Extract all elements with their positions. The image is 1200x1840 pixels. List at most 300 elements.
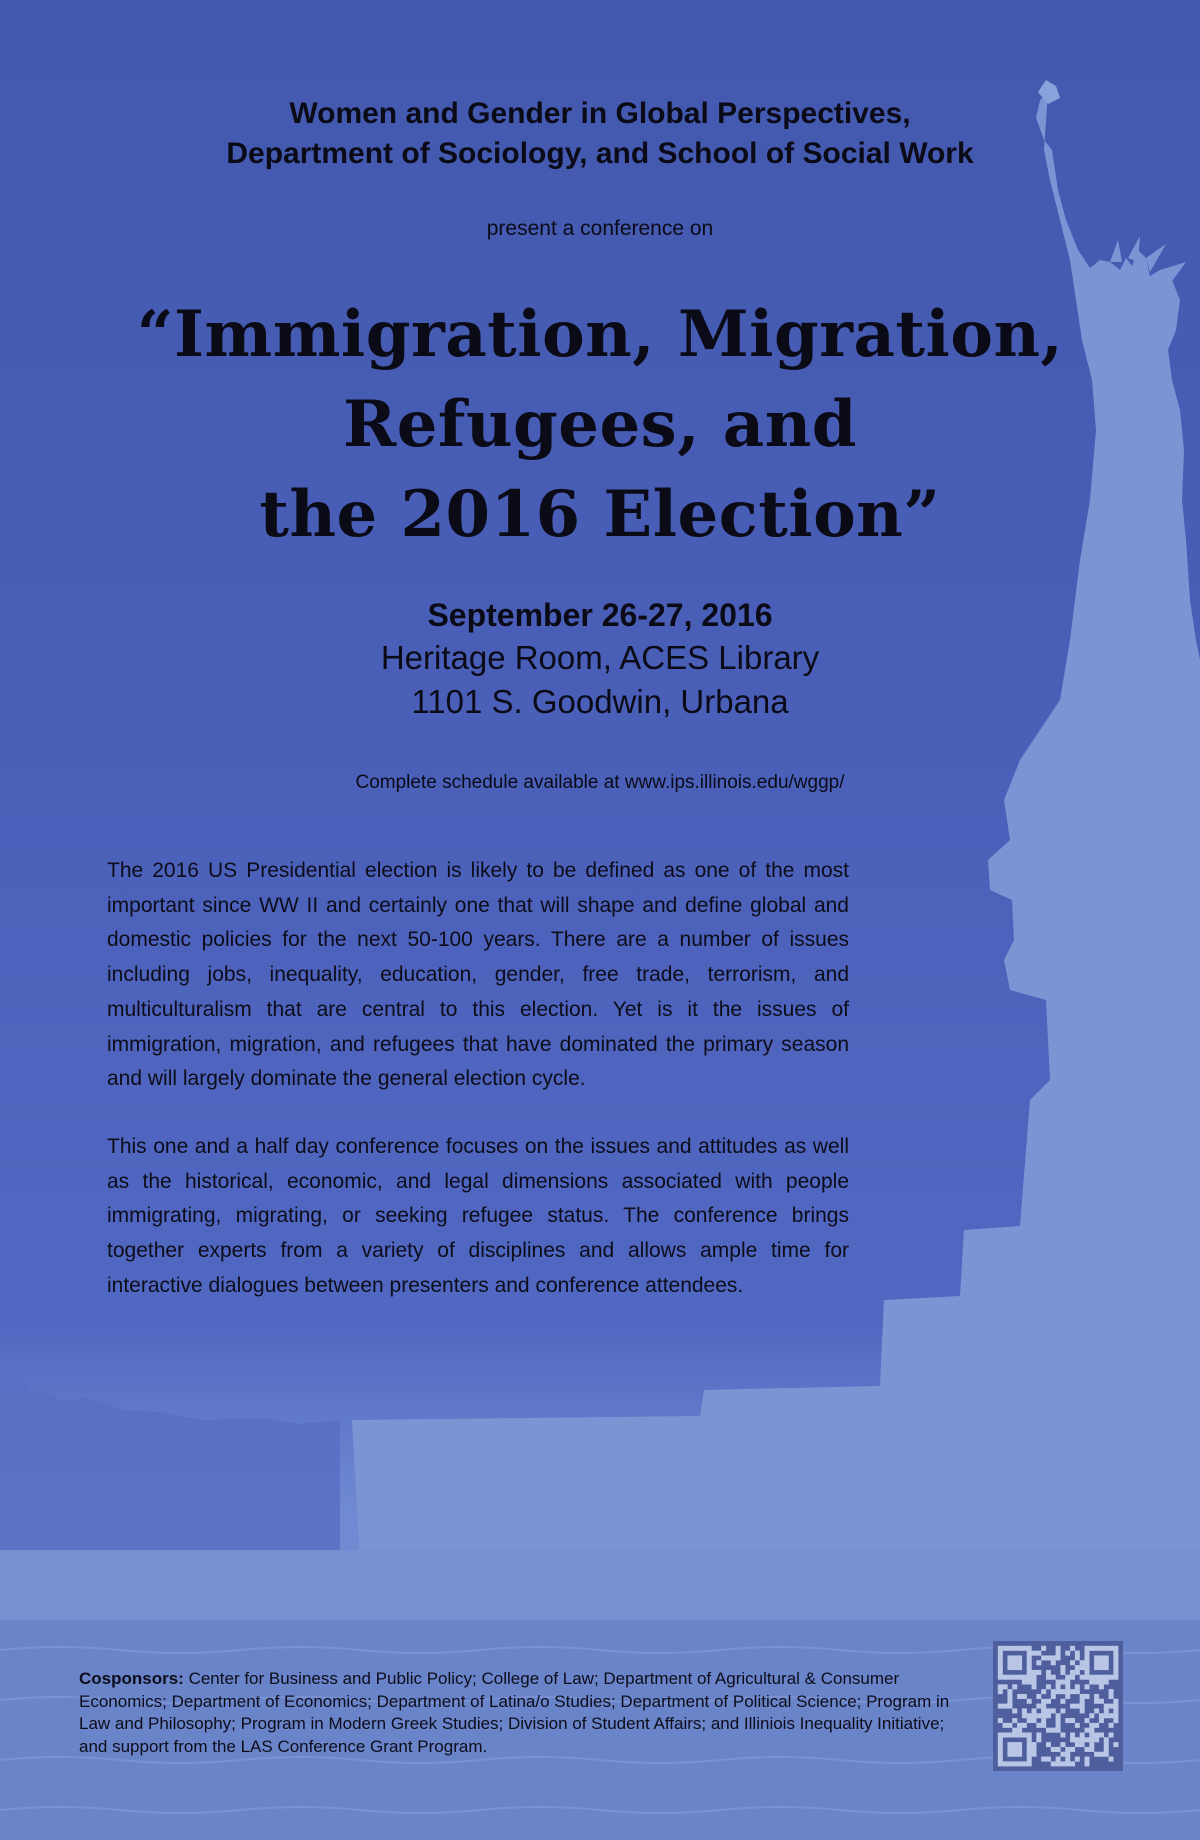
qr-module [1080, 1665, 1085, 1670]
qr-module [1007, 1665, 1012, 1670]
qr-module [998, 1718, 1003, 1723]
qr-code-icon[interactable] [993, 1641, 1123, 1771]
qr-module [1022, 1761, 1027, 1766]
qr-module [998, 1737, 1003, 1742]
qr-module [1070, 1718, 1075, 1723]
qr-module [1056, 1723, 1061, 1728]
venue-line-2: 1101 S. Goodwin, Urbana [411, 683, 789, 720]
qr-module [1017, 1665, 1022, 1670]
qr-module [1113, 1718, 1118, 1723]
qr-module [1113, 1660, 1118, 1665]
qr-module [1027, 1757, 1032, 1762]
qr-module [1027, 1655, 1032, 1660]
qr-module [1056, 1680, 1061, 1685]
qr-module [998, 1747, 1003, 1752]
qr-module [1007, 1699, 1012, 1704]
qr-module [1089, 1732, 1094, 1737]
qr-module [1017, 1761, 1022, 1766]
qr-module [1046, 1684, 1051, 1689]
qr-module [1051, 1675, 1056, 1680]
qr-module [1027, 1646, 1032, 1651]
qr-module [1109, 1732, 1114, 1737]
qr-module [998, 1689, 1003, 1694]
qr-module [1036, 1694, 1041, 1699]
qr-module [1084, 1747, 1089, 1752]
qr-module [1075, 1723, 1080, 1728]
conference-title [0, 290, 1200, 560]
qr-module [1051, 1655, 1056, 1660]
qr-module [998, 1670, 1003, 1675]
qr-module [1089, 1675, 1094, 1680]
qr-module [1022, 1675, 1027, 1680]
qr-module [1022, 1694, 1027, 1699]
qr-module [1017, 1728, 1022, 1733]
qr-module [998, 1742, 1003, 1747]
qr-module [1003, 1761, 1008, 1766]
qr-module [1113, 1704, 1118, 1709]
qr-module [1036, 1670, 1041, 1675]
qr-module [1109, 1713, 1114, 1718]
qr-module [1032, 1651, 1037, 1656]
cosponsors-label: Cosponsors: [79, 1669, 184, 1688]
qr-module [1003, 1646, 1008, 1651]
qr-module [1065, 1752, 1070, 1757]
qr-module [1012, 1728, 1017, 1733]
qr-module [1084, 1660, 1089, 1665]
qr-module [1036, 1651, 1041, 1656]
qr-module [1099, 1732, 1104, 1737]
qr-module [1109, 1646, 1114, 1651]
qr-module [1080, 1704, 1085, 1709]
qr-module [1070, 1732, 1075, 1737]
qr-module [1104, 1680, 1109, 1685]
qr-module [1027, 1718, 1032, 1723]
qr-module [1032, 1675, 1037, 1680]
qr-module [1109, 1723, 1114, 1728]
qr-module [1065, 1757, 1070, 1762]
qr-module [1051, 1761, 1056, 1766]
qr-module [1036, 1713, 1041, 1718]
qr-module [1017, 1742, 1022, 1747]
qr-module [1046, 1670, 1051, 1675]
qr-module [1032, 1708, 1037, 1713]
presenting-organizations [0, 94, 1200, 174]
qr-module [1027, 1747, 1032, 1752]
qr-module [1104, 1675, 1109, 1680]
qr-module [998, 1646, 1003, 1651]
cosponsors [79, 1668, 969, 1758]
qr-module [1032, 1718, 1037, 1723]
qr-module [1027, 1680, 1032, 1685]
title-line-1: “Immigration, Migration, [136, 297, 1064, 372]
qr-module [1065, 1689, 1070, 1694]
qr-module [1056, 1718, 1061, 1723]
qr-module [1012, 1665, 1017, 1670]
qr-module [1075, 1651, 1080, 1656]
qr-module [1075, 1737, 1080, 1742]
qr-module [1094, 1675, 1099, 1680]
qr-module [1084, 1670, 1089, 1675]
qr-module [1080, 1675, 1085, 1680]
qr-module [1012, 1761, 1017, 1766]
venue-line-1: Heritage Room, ACES Library [380, 639, 820, 676]
qr-module [1017, 1655, 1022, 1660]
qr-module [1022, 1732, 1027, 1737]
qr-module [1056, 1646, 1061, 1651]
qr-module [1007, 1761, 1012, 1766]
qr-module [1012, 1732, 1017, 1737]
qr-module [1060, 1752, 1065, 1757]
qr-module [1046, 1708, 1051, 1713]
qr-module [1113, 1708, 1118, 1713]
qr-module [1060, 1670, 1065, 1675]
qr-module [1113, 1651, 1118, 1656]
qr-module [998, 1704, 1003, 1709]
qr-module [998, 1675, 1003, 1680]
qr-module [1046, 1742, 1051, 1747]
qr-module [998, 1665, 1003, 1670]
qr-module [1027, 1665, 1032, 1670]
qr-module [1007, 1747, 1012, 1752]
conference-dates: September 26-27, 2016 [427, 597, 773, 633]
qr-module [1003, 1723, 1008, 1728]
qr-module [1075, 1655, 1080, 1660]
qr-module [1099, 1680, 1104, 1685]
qr-module [1027, 1660, 1032, 1665]
qr-module [1080, 1699, 1085, 1704]
qr-module [998, 1655, 1003, 1660]
qr-module [1007, 1704, 1012, 1709]
qr-module [1046, 1655, 1051, 1660]
qr-module [1094, 1646, 1099, 1651]
harbor-ground [0, 1550, 1200, 1630]
qr-module [1027, 1732, 1032, 1737]
qr-module [1041, 1718, 1046, 1723]
qr-module [1027, 1737, 1032, 1742]
qr-module [1027, 1675, 1032, 1680]
qr-module [1041, 1708, 1046, 1713]
qr-module [1027, 1752, 1032, 1757]
qr-module [1084, 1728, 1089, 1733]
qr-module [1027, 1713, 1032, 1718]
qr-module [1094, 1660, 1099, 1665]
qr-module [1046, 1713, 1051, 1718]
qr-module [1113, 1675, 1118, 1680]
qr-module [1041, 1723, 1046, 1728]
qr-module [1065, 1747, 1070, 1752]
qr-module [1104, 1665, 1109, 1670]
venue [0, 636, 1200, 724]
qr-module [1099, 1684, 1104, 1689]
qr-module [1027, 1761, 1032, 1766]
qr-module [1012, 1660, 1017, 1665]
qr-module [1051, 1689, 1056, 1694]
qr-module [1012, 1747, 1017, 1752]
qr-module [1027, 1670, 1032, 1675]
qr-module [1051, 1708, 1056, 1713]
qr-module [1094, 1655, 1099, 1660]
qr-module [1070, 1660, 1075, 1665]
qr-module [1007, 1675, 1012, 1680]
qr-module [1041, 1699, 1046, 1704]
qr-module [1056, 1651, 1061, 1656]
qr-module [1012, 1718, 1017, 1723]
qr-module [1007, 1689, 1012, 1694]
qr-module [1089, 1728, 1094, 1733]
qr-module [998, 1684, 1003, 1689]
qr-module [1017, 1723, 1022, 1728]
qr-module [1041, 1689, 1046, 1694]
qr-module [1089, 1646, 1094, 1651]
qr-module [1104, 1737, 1109, 1742]
qr-module [1060, 1665, 1065, 1670]
qr-module [1104, 1752, 1109, 1757]
qr-module [1032, 1752, 1037, 1757]
description-paragraph-1: The 2016 US Presidential election is likely to be defined as one of the most important since WW II and certainly one that will shape and define global and domestic policies for the next 50-100 years. There are a number of issues including jobs, inequality, education, gender, free trade, terrorism, and multiculturalism that are central to this election. Yet is it the issues of immigration, migration, and refugees that have dominated the primary season and will largely dominate the general election cycle. [107, 859, 849, 1091]
qr-module [1113, 1655, 1118, 1660]
qr-module [1036, 1704, 1041, 1709]
qr-module [1060, 1708, 1065, 1713]
qr-module [1089, 1723, 1094, 1728]
qr-module [1051, 1694, 1056, 1699]
qr-module [1094, 1737, 1099, 1742]
qr-module [1075, 1742, 1080, 1747]
qr-module [1007, 1646, 1012, 1651]
qr-module [1084, 1655, 1089, 1660]
qr-module [1089, 1742, 1094, 1747]
qr-module [1113, 1699, 1118, 1704]
qr-module [1065, 1680, 1070, 1685]
qr-module [1036, 1732, 1041, 1737]
qr-module [1075, 1704, 1080, 1709]
qr-module [1036, 1723, 1041, 1728]
qr-module [1099, 1718, 1104, 1723]
qr-module [1060, 1680, 1065, 1685]
qr-module [1089, 1713, 1094, 1718]
qr-module [1084, 1684, 1089, 1689]
qr-module [1007, 1742, 1012, 1747]
qr-module [1065, 1761, 1070, 1766]
qr-module [1060, 1699, 1065, 1704]
qr-module [1089, 1680, 1094, 1685]
qr-module [1056, 1684, 1061, 1689]
qr-module [1084, 1757, 1089, 1762]
qr-module [1003, 1675, 1008, 1680]
qr-module [1094, 1694, 1099, 1699]
qr-module [1094, 1665, 1099, 1670]
qr-module [998, 1660, 1003, 1665]
qr-module [1065, 1651, 1070, 1656]
qr-module [1084, 1651, 1089, 1656]
qr-module [1032, 1680, 1037, 1685]
qr-module [1012, 1655, 1017, 1660]
qr-module [1089, 1747, 1094, 1752]
qr-module [1056, 1689, 1061, 1694]
qr-module [1109, 1694, 1114, 1699]
qr-module [1032, 1742, 1037, 1747]
qr-module [1070, 1670, 1075, 1675]
qr-module [1017, 1660, 1022, 1665]
qr-module [1080, 1742, 1085, 1747]
qr-module [1075, 1689, 1080, 1694]
qr-module [1084, 1737, 1089, 1742]
qr-module [1032, 1713, 1037, 1718]
qr-module [1099, 1675, 1104, 1680]
qr-module [1109, 1704, 1114, 1709]
qr-module [1022, 1723, 1027, 1728]
qr-module [1065, 1684, 1070, 1689]
qr-module [1104, 1646, 1109, 1651]
qr-module [1046, 1699, 1051, 1704]
presenter-line-1: Women and Gender in Global Perspectives, [289, 97, 911, 130]
qr-module [998, 1761, 1003, 1766]
qr-module [1084, 1665, 1089, 1670]
qr-module [1003, 1732, 1008, 1737]
qr-module [1099, 1646, 1104, 1651]
qr-module [1007, 1655, 1012, 1660]
qr-module [1007, 1694, 1012, 1699]
qr-module [1104, 1747, 1109, 1752]
qr-module [1070, 1704, 1075, 1709]
qr-module [1051, 1728, 1056, 1733]
qr-module [998, 1757, 1003, 1762]
qr-module [1070, 1675, 1075, 1680]
qr-module [1084, 1694, 1089, 1699]
qr-module [1075, 1665, 1080, 1670]
qr-module [1099, 1699, 1104, 1704]
qr-module [1017, 1752, 1022, 1757]
qr-code-graphic [993, 1641, 1123, 1771]
qr-module [1046, 1675, 1051, 1680]
qr-module [1065, 1675, 1070, 1680]
qr-module [1084, 1761, 1089, 1766]
intro-text: present a conference on [486, 217, 714, 240]
qr-module [1046, 1728, 1051, 1733]
qr-module [1089, 1737, 1094, 1742]
qr-module [1099, 1660, 1104, 1665]
qr-module [1056, 1757, 1061, 1762]
qr-module [1065, 1694, 1070, 1699]
qr-module [1036, 1737, 1041, 1742]
qr-module [1070, 1646, 1075, 1651]
qr-module [1113, 1670, 1118, 1675]
qr-module [1012, 1752, 1017, 1757]
cosponsors-list: Center for Business and Public Policy; College of Law; Department of Agricultural & Consumer Economics; Department of Economics; Department of Latina/o Studies; Department of Political Science; Program in Law and Philosophy; Program in Modern Greek Studies; Division of Student Affairs; and Illiniois Inequality Initiative; and support from the LAS Conference Grant Program. [79, 1669, 950, 1756]
schedule-link: Complete schedule available at www.ips.illinois.edu/wggp/ [355, 772, 845, 793]
qr-module [1099, 1665, 1104, 1670]
qr-module [1104, 1655, 1109, 1660]
qr-module [1041, 1655, 1046, 1660]
qr-module [1007, 1752, 1012, 1757]
qr-module [1032, 1670, 1037, 1675]
qr-module [1109, 1689, 1114, 1694]
qr-module [1075, 1670, 1080, 1675]
qr-module [1094, 1708, 1099, 1713]
qr-module [998, 1651, 1003, 1656]
qr-module [1027, 1651, 1032, 1656]
qr-module [998, 1752, 1003, 1757]
qr-module [1104, 1713, 1109, 1718]
qr-module [1070, 1761, 1075, 1766]
qr-module [1070, 1747, 1075, 1752]
qr-module [1080, 1737, 1085, 1742]
qr-module [1007, 1723, 1012, 1728]
qr-module [1007, 1660, 1012, 1665]
qr-module [1022, 1680, 1027, 1685]
qr-module [1051, 1747, 1056, 1752]
qr-module [1065, 1718, 1070, 1723]
presenter-line-2: Department of Sociology, and School of Social Work [226, 137, 974, 170]
qr-module [1080, 1660, 1085, 1665]
qr-module [1104, 1660, 1109, 1665]
qr-module [1060, 1689, 1065, 1694]
qr-module [1003, 1684, 1008, 1689]
qr-module [1075, 1757, 1080, 1762]
qr-module [1099, 1752, 1104, 1757]
qr-module [1109, 1757, 1114, 1762]
qr-module [1022, 1708, 1027, 1713]
qr-module [1032, 1684, 1037, 1689]
qr-module [1070, 1689, 1075, 1694]
title-line-3: the 2016 Election” [259, 477, 941, 552]
qr-module [1056, 1728, 1061, 1733]
skyline-haze [0, 1375, 340, 1560]
qr-module [1041, 1713, 1046, 1718]
qr-module [1094, 1680, 1099, 1685]
qr-module [1104, 1742, 1109, 1747]
qr-module [1094, 1752, 1099, 1757]
qr-module [1041, 1646, 1046, 1651]
qr-module [1027, 1699, 1032, 1704]
qr-module [1022, 1646, 1027, 1651]
qr-module [1113, 1713, 1118, 1718]
qr-module [1012, 1646, 1017, 1651]
qr-module [1051, 1660, 1056, 1665]
qr-module [1094, 1723, 1099, 1728]
qr-module [1041, 1704, 1046, 1709]
qr-module [1022, 1713, 1027, 1718]
description-paragraph-2: This one and a half day conference focuses on the issues and attitudes as well as the historical, economic, and legal dimensions associated with people immigrating, migrating, or seeking refugee status. The conference brings together experts from a variety of disciplines and allows ample time for interactive dialogues between presenters and conference attendees. [107, 1135, 849, 1297]
qr-module [1012, 1675, 1017, 1680]
qr-module [1094, 1699, 1099, 1704]
qr-module [1080, 1694, 1085, 1699]
qr-module [1084, 1718, 1089, 1723]
qr-module [1084, 1646, 1089, 1651]
qr-module [1017, 1732, 1022, 1737]
qr-module [1104, 1708, 1109, 1713]
qr-module [1070, 1737, 1075, 1742]
qr-module [1017, 1747, 1022, 1752]
qr-module [1012, 1742, 1017, 1747]
qr-module [1075, 1684, 1080, 1689]
qr-module [1017, 1646, 1022, 1651]
qr-module [1113, 1646, 1118, 1651]
qr-module [1056, 1713, 1061, 1718]
qr-module [1099, 1655, 1104, 1660]
qr-module [1080, 1732, 1085, 1737]
qr-module [1003, 1704, 1008, 1709]
qr-module [1007, 1732, 1012, 1737]
qr-module [1094, 1732, 1099, 1737]
qr-module [1060, 1761, 1065, 1766]
qr-module [1046, 1757, 1051, 1762]
qr-module [1084, 1675, 1089, 1680]
qr-module [1012, 1708, 1017, 1713]
qr-module [1027, 1742, 1032, 1747]
qr-module [998, 1732, 1003, 1737]
qr-module [1056, 1761, 1061, 1766]
qr-module [1017, 1675, 1022, 1680]
